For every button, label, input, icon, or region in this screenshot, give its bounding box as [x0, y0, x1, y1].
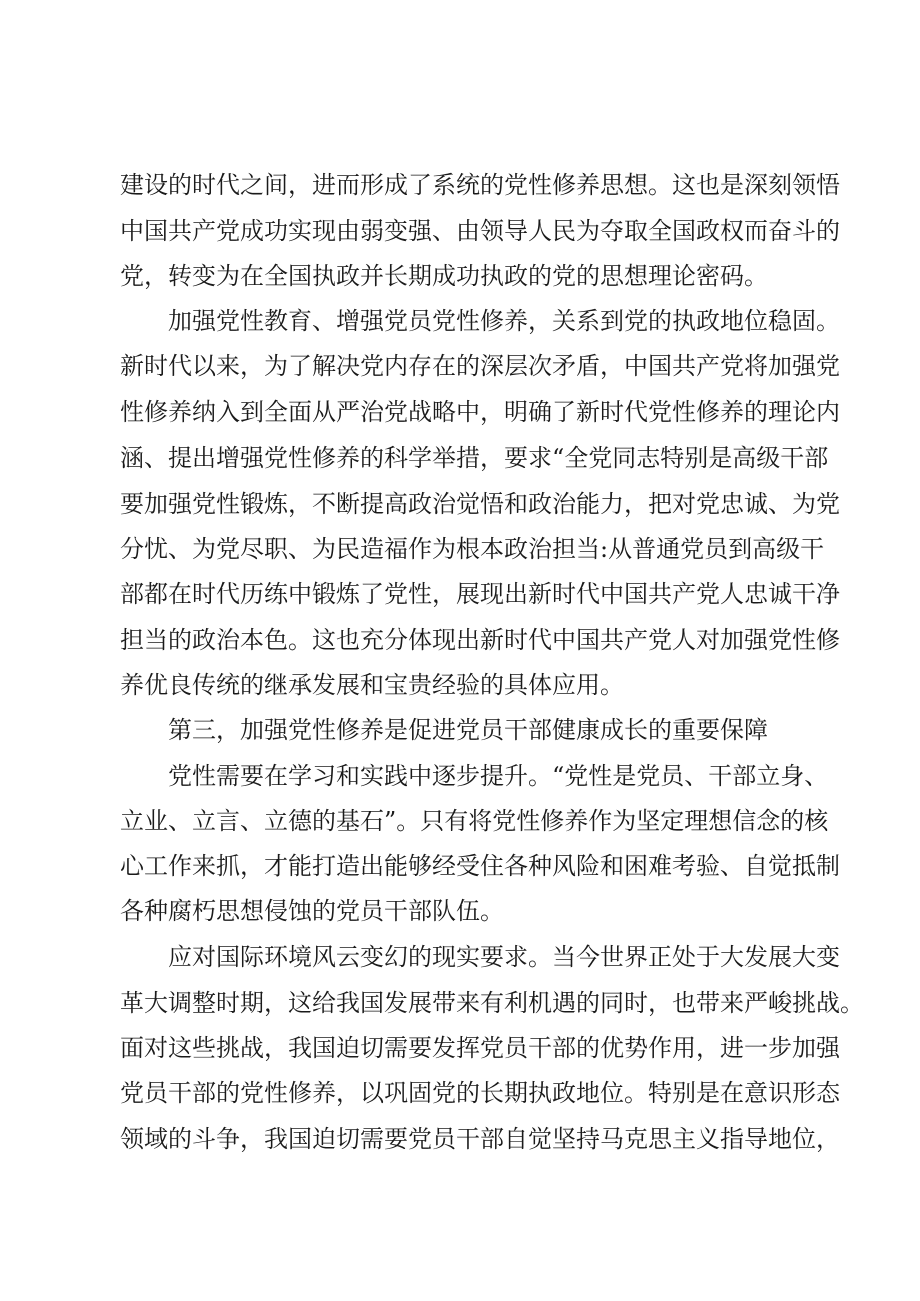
- text-line: 新时代以来，为了解决党内存在的深层次矛盾，中国共产党将加强党: [120, 352, 840, 380]
- text-line: 领域的斗争，我国迫切需要党员干部自觉坚持马克思主义指导地位，: [120, 1125, 840, 1153]
- text-line: 心工作来抓，才能打造出能够经受住各种风险和困难考验、自觉抵制: [120, 852, 840, 880]
- text-line: 立业、立言、立德的基石”。只有将党性修养作为坚定理想信念的核: [120, 807, 829, 835]
- text-line: 党，转变为在全国执政并长期成功执政的党的思想理论密码。: [120, 262, 768, 290]
- paragraph-first-line: 党性需要在学习和实践中逐步提升。“党性是党员、干部立身、: [168, 762, 829, 790]
- paragraph-first-line: 加强党性教育、增强党员党性修养，关系到党的执政地位稳固。: [168, 307, 840, 335]
- text-line: 部都在时代历练中锻炼了党性，展现出新时代中国共产党人忠诚干净: [120, 580, 840, 608]
- text-line: 性修养纳入到全面从严治党战略中，明确了新时代党性修养的理论内: [120, 398, 840, 426]
- text-line: 各种腐朽思想侵蚀的党员干部队伍。: [120, 897, 504, 925]
- text-line: 革大调整时期，这给我国发展带来有利机遇的同时，也带来严峻挑战。: [120, 989, 864, 1017]
- text-line: 要加强党性锻炼，不断提高政治觉悟和政治能力，把对党忠诚、为党: [120, 490, 840, 518]
- paragraph-first-line: 应对国际环境风云变幻的现实要求。当今世界正处于大发展大变: [168, 943, 840, 971]
- text-line: 中国共产党成功实现由弱变强、由领导人民为夺取全国政权而奋斗的: [120, 217, 840, 245]
- text-line: 养优良传统的继承发展和宝贵经验的具体应用。: [120, 671, 624, 699]
- text-line: 分忧、为党尽职、为民造福作为根本政治担当:从普通党员到高级干: [120, 535, 825, 563]
- text-line: 面对这些挑战，我国迫切需要发挥党员干部的优势作用，进一步加强: [120, 1034, 840, 1062]
- text-line: 党员干部的党性修养，以巩固党的长期执政地位。特别是在意识形态: [120, 1079, 840, 1107]
- text-line: 建设的时代之间，进而形成了系统的党性修养思想。这也是深刻领悟: [120, 171, 840, 199]
- text-line: 担当的政治本色。这也充分体现出新时代中国共产党人对加强党性修: [120, 626, 840, 654]
- section-heading: 第三，加强党性修养是促进党员干部健康成长的重要保障: [168, 716, 768, 744]
- text-line: 涵、提出增强党性修养的科学举措，要求“全党同志特别是高级干部: [120, 444, 829, 472]
